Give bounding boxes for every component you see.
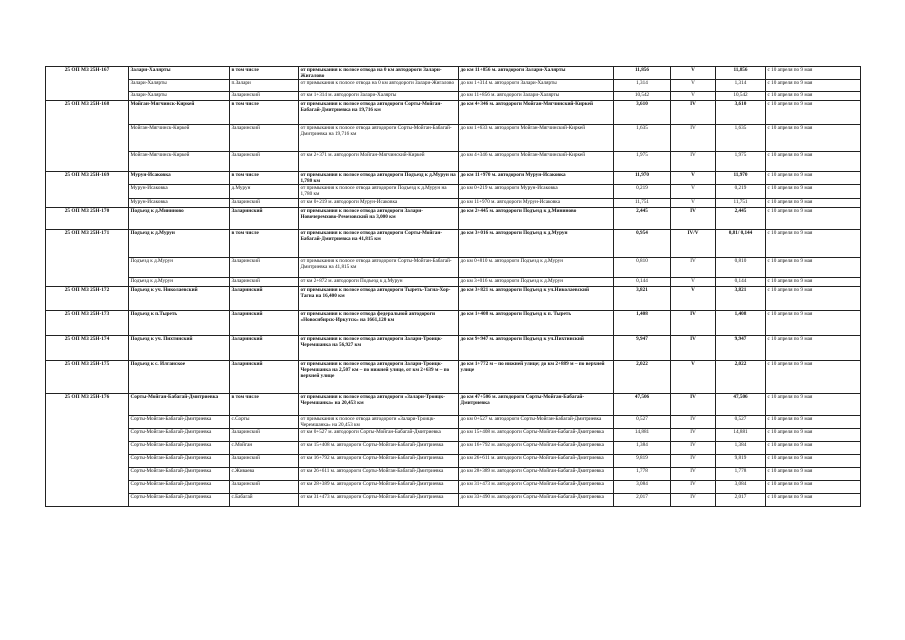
locality-cell: Заларинский xyxy=(230,152,299,172)
road-name-cell: Сорты-Мойган-Бабагай-Дмитриевка xyxy=(129,480,230,493)
road-name-cell: Подъезд к д.Мининово xyxy=(129,207,230,229)
road-category-cell: IV xyxy=(671,335,716,360)
end-point-cell: до км 16+792 м. автодороги Сорты-Мойган-Бабагай-Дмитриевка xyxy=(459,441,614,454)
end-point-cell: до км 26+611 м. автодороги Сорты-Мойган-Бабагай-Дмитриевка xyxy=(459,454,614,467)
end-point-cell: до км 1+314 м. автодороги Залари-Халярты xyxy=(459,80,614,92)
category-length-cell: 3,821 xyxy=(716,286,766,310)
road-code-cell: 25 ОП МЗ 25Н-170 xyxy=(46,207,129,229)
road-name-cell: Мойган-Мягчинск-Киркей xyxy=(129,125,230,152)
road-category-cell: IV xyxy=(671,467,716,480)
road-name-cell: Мурун-Исаковка xyxy=(129,198,230,207)
length-km-cell: 2,022 xyxy=(614,360,671,393)
table-row xyxy=(46,360,861,393)
start-point-cell: от примыкания к полосе отвода автодороги «Залари-Троицк-Черемшанка» на 20,453 км xyxy=(299,393,459,415)
road-code-cell: 25 ОП МЗ 25Н-169 xyxy=(46,172,129,207)
start-point-cell: от примыкания к полосе отвода автодороги Залари-Троицк-Черемшанка на 56,927 км xyxy=(299,335,459,360)
length-km-cell: 1,975 xyxy=(614,152,671,172)
length-km-cell: 1,408 xyxy=(614,310,671,335)
restriction-period-cell: с 10 апреля по 9 мая xyxy=(766,257,861,277)
end-point-cell: до км 47+506 м. автодороги Сорты-Мойган-Бабагай-Дмитриевка xyxy=(459,393,614,415)
restriction-period-cell: с 10 апреля по 9 мая xyxy=(766,185,861,198)
road-name-cell: Мойган-Мягчинск-Киркей xyxy=(129,152,230,172)
restriction-period-cell: с 10 апреля по 9 мая xyxy=(766,360,861,393)
length-km-cell: 0,954 xyxy=(614,229,671,257)
length-km-cell: 11,970 xyxy=(614,172,671,185)
roads-table xyxy=(45,66,861,507)
road-category-cell: IV xyxy=(671,152,716,172)
start-point-cell: от км 1+314 м. автодороги Залари-Халярты xyxy=(299,92,459,101)
category-length-cell: 9,819 xyxy=(716,454,766,467)
road-name-cell: Подъезд к уч. Пихтинский xyxy=(129,335,230,360)
start-point-cell: от км 16+792 м. автодороги Сорты-Мойган-Бабагай-Дмитриевка xyxy=(299,454,459,467)
road-category-cell: IV xyxy=(671,207,716,229)
end-point-cell: до км 1+772 м – по нижней улице; до км 2+889 м – по верхней улице xyxy=(459,360,614,393)
end-point-cell: до км 33+490 м. автодороги Сорты-Мойган-Бабагай-Дмитриевка xyxy=(459,493,614,506)
road-category-cell: IV xyxy=(671,125,716,152)
road-category-cell: V xyxy=(671,172,716,185)
restriction-period-cell: с 10 апреля по 9 мая xyxy=(766,67,861,80)
table-row xyxy=(46,185,861,198)
restriction-period-cell: с 10 апреля по 9 мая xyxy=(766,92,861,101)
start-point-cell: от примыкания к полосе отвода автодороги Сорты-Мойган-Бабагай-Дмитриевка на 41,815 км xyxy=(299,257,459,277)
road-name-cell: Сорты-Мойган-Бабагай-Дмитриевка xyxy=(129,467,230,480)
locality-cell: п.Залари xyxy=(230,80,299,92)
roads-table-body xyxy=(46,67,861,507)
start-point-cell: от примыкания к полосе отвода автодороги Подъезд к д.Мурун на 1,780 км xyxy=(299,172,459,185)
road-name-cell: Подъезд к д.Мурун xyxy=(129,257,230,277)
length-km-cell: 1,635 xyxy=(614,125,671,152)
restriction-period-cell: с 10 апреля по 9 мая xyxy=(766,335,861,360)
category-length-cell: 10,542 xyxy=(716,92,766,101)
end-point-cell: до км 11+970 м. автодороги Мурун-Исаковка xyxy=(459,198,614,207)
end-point-cell: до км 1+633 м. автодороги Мойган-Мягчинский-Киркей xyxy=(459,125,614,152)
locality-cell: в том числе xyxy=(230,101,299,125)
category-length-cell: 1,975 xyxy=(716,152,766,172)
road-name-cell: Сорты-Мойган-Бабагай-Дмитриевка xyxy=(129,415,230,428)
road-category-cell: V xyxy=(671,80,716,92)
restriction-period-cell: с 10 апреля по 9 мая xyxy=(766,393,861,415)
length-km-cell: 47,506 xyxy=(614,393,671,415)
start-point-cell: от примыкания к полосе отвода автодороги «Залари-Троицк-Черемшанка» на 20,453 км xyxy=(299,415,459,428)
start-point-cell: от км 28+389 м. автодороги Сорты-Мойган-Бабагай-Дмитриевка xyxy=(299,480,459,493)
length-km-cell: 0,527 xyxy=(614,415,671,428)
start-point-cell: от км 26+611 м. автодороги Сорты-Мойган-Бабагай-Дмитриевка xyxy=(299,467,459,480)
locality-cell: в том числе xyxy=(230,172,299,185)
table-row xyxy=(46,441,861,454)
restriction-period-cell: с 10 апреля по 9 мая xyxy=(766,198,861,207)
table-row xyxy=(46,415,861,428)
table-row xyxy=(46,277,861,286)
road-category-cell: IV xyxy=(671,480,716,493)
locality-cell: Заларинский xyxy=(230,480,299,493)
road-code-cell: 25 ОП МЗ 25Н-167 xyxy=(46,67,129,101)
restriction-period-cell: с 10 апреля по 9 мая xyxy=(766,152,861,172)
road-category-cell: IV xyxy=(671,441,716,454)
table-row xyxy=(46,198,861,207)
length-km-cell: 1,384 xyxy=(614,441,671,454)
road-category-cell: V xyxy=(671,277,716,286)
length-km-cell: 9,819 xyxy=(614,454,671,467)
restriction-period-cell: с 10 апреля по 9 мая xyxy=(766,80,861,92)
end-point-cell: до км 1+408 м. автодороги Подъезд к п. Тыреть xyxy=(459,310,614,335)
road-category-cell: V xyxy=(671,198,716,207)
length-km-cell: 3,610 xyxy=(614,101,671,125)
road-name-cell: Сорты-Мойган-Бабагай-Дмитриевка xyxy=(129,393,230,415)
end-point-cell: до км 3+016 м. автодороги Подъезд к д.Мурун xyxy=(459,277,614,286)
road-name-cell: Залари-Халярты xyxy=(129,92,230,101)
start-point-cell: от примыкания к полосе отвода автодороги Тыреть-Тагна-Хор-Тагна на 16,400 км xyxy=(299,286,459,310)
road-name-cell: Мойган-Мягчинск-Киркей xyxy=(129,101,230,125)
end-point-cell: до км 3+016 м. автодороги Подъезд к д.Мурун xyxy=(459,229,614,257)
start-point-cell: от примыкания к полосе отвода на 0 км автодороги Залари-Жигалово xyxy=(299,80,459,92)
start-point-cell: от км 2+371 м. автодороги Мойган-Мягчинский-Киркей xyxy=(299,152,459,172)
locality-cell: Заларинский xyxy=(230,335,299,360)
end-point-cell: до км 15+408 м. автодороги Сорты-Мойган-Бабагай-Дмитриевка xyxy=(459,428,614,441)
road-category-cell: V xyxy=(671,92,716,101)
length-km-cell: 1,314 xyxy=(614,80,671,92)
start-point-cell: от примыкания к полосе отвода на 0 км автодороги Залари-Жигалово xyxy=(299,67,459,80)
table-row xyxy=(46,125,861,152)
table-row xyxy=(46,454,861,467)
length-km-cell: 14,881 xyxy=(614,428,671,441)
category-length-cell: 0,81/ 0,144 xyxy=(716,229,766,257)
restriction-period-cell: с 10 апреля по 9 мая xyxy=(766,415,861,428)
table-row xyxy=(46,335,861,360)
restriction-period-cell: с 10 апреля по 9 мая xyxy=(766,310,861,335)
category-length-cell: 1,778 xyxy=(716,467,766,480)
road-name-cell: Подъезд к п.Тыреть xyxy=(129,310,230,335)
length-km-cell: 11,751 xyxy=(614,198,671,207)
length-km-cell: 11,856 xyxy=(614,67,671,80)
table-row xyxy=(46,493,861,506)
table-row xyxy=(46,67,861,80)
end-point-cell: до км 11+856 м. автодороги Залари-Халярты xyxy=(459,92,614,101)
table-row xyxy=(46,286,861,310)
end-point-cell: до км 11+970 м. автодороги Мурун-Исаковка xyxy=(459,172,614,185)
road-category-cell: IV xyxy=(671,393,716,415)
length-km-cell: 2,445 xyxy=(614,207,671,229)
table-row xyxy=(46,229,861,257)
category-length-cell: 0,810 xyxy=(716,257,766,277)
locality-cell: Заларинский xyxy=(230,277,299,286)
restriction-period-cell: с 10 апреля по 9 мая xyxy=(766,480,861,493)
length-km-cell: 0,810 xyxy=(614,257,671,277)
locality-cell: Заларинский xyxy=(230,310,299,335)
locality-cell: Заларинский xyxy=(230,207,299,229)
start-point-cell: от примыкания к полосе отвода автодороги Подъезд к д.Мурун на 1,780 км xyxy=(299,185,459,198)
table-row xyxy=(46,207,861,229)
locality-cell: Заларинский xyxy=(230,198,299,207)
table-row xyxy=(46,80,861,92)
restriction-period-cell: с 10 апреля по 9 мая xyxy=(766,467,861,480)
length-km-cell: 0,219 xyxy=(614,185,671,198)
end-point-cell: до км 31+473 м. автодороги Сорты-Мойган-Бабагай-Дмитриевка xyxy=(459,480,614,493)
table-row xyxy=(46,257,861,277)
road-code-cell: 25 ОП МЗ 25Н-168 xyxy=(46,101,129,172)
end-point-cell: до км 11+856 м. автодороги Залари-Халярты xyxy=(459,67,614,80)
locality-cell: с.Живаева xyxy=(230,467,299,480)
end-point-cell: до км 4+346 м. автодороги Мойган-Мягчинский-Киркей xyxy=(459,152,614,172)
locality-cell: Заларинский xyxy=(230,360,299,393)
road-name-cell: Сорты-Мойган-Бабагай-Дмитриевка xyxy=(129,454,230,467)
end-point-cell: до км 2+445 м. автодороги Подъезд к д.Мининово xyxy=(459,207,614,229)
road-name-cell: Залари-Халярты xyxy=(129,80,230,92)
category-length-cell: 1,408 xyxy=(716,310,766,335)
restriction-period-cell: с 10 апреля по 9 мая xyxy=(766,125,861,152)
table-row xyxy=(46,172,861,185)
road-name-cell: Подъезд к с. Илганское xyxy=(129,360,230,393)
road-code-cell: 25 ОП МЗ 25Н-171 xyxy=(46,229,129,286)
length-km-cell: 0,144 xyxy=(614,277,671,286)
length-km-cell: 3,821 xyxy=(614,286,671,310)
restriction-period-cell: с 10 апреля по 9 мая xyxy=(766,229,861,257)
category-length-cell: 9,947 xyxy=(716,335,766,360)
restriction-period-cell: с 10 апреля по 9 мая xyxy=(766,454,861,467)
end-point-cell: до км 3+821 м. автодороги Подъезд к уч.Николаевский xyxy=(459,286,614,310)
restriction-period-cell: с 10 апреля по 9 мая xyxy=(766,441,861,454)
table-row xyxy=(46,480,861,493)
road-category-cell: V xyxy=(671,67,716,80)
category-length-cell: 1,384 xyxy=(716,441,766,454)
category-length-cell: 14,881 xyxy=(716,428,766,441)
category-length-cell: 11,970 xyxy=(716,172,766,185)
locality-cell: в том числе xyxy=(230,67,299,80)
table-row xyxy=(46,101,861,125)
category-length-cell: 0,527 xyxy=(716,415,766,428)
locality-cell: Заларинский xyxy=(230,286,299,310)
road-name-cell: Сорты-Мойган-Бабагай-Дмитриевка xyxy=(129,493,230,506)
table-row xyxy=(46,152,861,172)
locality-cell: в том числе xyxy=(230,393,299,415)
start-point-cell: от км 15+408 м. автодороги Сорты-Мойган-Бабагай-Дмитриевка xyxy=(299,441,459,454)
road-name-cell: Подъезд к уч. Николаевский xyxy=(129,286,230,310)
road-name-cell: Залари-Халярты xyxy=(129,67,230,80)
end-point-cell: до км 0+527 м. автодороги Сорты-Мойган-Бабагай-Дмитриевка xyxy=(459,415,614,428)
locality-cell: с.Бабагай xyxy=(230,493,299,506)
start-point-cell: от примыкания к полосе отвода автодороги Сорты-Мойган-Бабагай-Дмитриевка на 41,815 км xyxy=(299,229,459,257)
table-row xyxy=(46,92,861,101)
road-category-cell: IV xyxy=(671,310,716,335)
road-name-cell: Мурун-Исаковка xyxy=(129,185,230,198)
road-code-cell: 25 ОП МЗ 25Н-173 xyxy=(46,310,129,335)
restriction-period-cell: с 10 апреля по 9 мая xyxy=(766,286,861,310)
category-length-cell: 3,084 xyxy=(716,480,766,493)
start-point-cell: от км 31+473 м. автодороги Сорты-Мойган-Бабагай-Дмитриевка xyxy=(299,493,459,506)
start-point-cell: от км 2+872 м. автодороги Подъезд к д.Мурун xyxy=(299,277,459,286)
locality-cell: Заларинский xyxy=(230,454,299,467)
length-km-cell: 1,778 xyxy=(614,467,671,480)
category-length-cell: 1,314 xyxy=(716,80,766,92)
end-point-cell: до км 4+346 м. автодороги Мойган-Мягчинский-Киркей xyxy=(459,101,614,125)
table-row xyxy=(46,467,861,480)
locality-cell: с.Сорты xyxy=(230,415,299,428)
road-code-cell: 25 ОП МЗ 25Н-174 xyxy=(46,335,129,360)
start-point-cell: от примыкания к полосе отвода федеральной автодороги «Новосибирск-Иркутск» на 1661,120 км xyxy=(299,310,459,335)
start-point-cell: от км 0+219 м. автодороги Мурун-Исаковка xyxy=(299,198,459,207)
road-category-cell: IV xyxy=(671,428,716,441)
road-category-cell: V xyxy=(671,185,716,198)
length-km-cell: 10,542 xyxy=(614,92,671,101)
table-row xyxy=(46,310,861,335)
road-category-cell: IV xyxy=(671,101,716,125)
locality-cell: Заларинский xyxy=(230,257,299,277)
locality-cell: Заларинский xyxy=(230,428,299,441)
table-row xyxy=(46,428,861,441)
restriction-period-cell: с 10 апреля по 9 мая xyxy=(766,277,861,286)
road-category-cell: IV xyxy=(671,415,716,428)
start-point-cell: от примыкания к полосе отвода автодороги Сорты-Мойган-Бабагай-Дмитриевка на 19,716 км xyxy=(299,125,459,152)
locality-cell: д.Мурун xyxy=(230,185,299,198)
length-km-cell: 3,084 xyxy=(614,480,671,493)
start-point-cell: от примыкания к полосе отвода автодороги Залари-Новочеремхово-Ремезовский на 3,000 км xyxy=(299,207,459,229)
category-length-cell: 3,610 xyxy=(716,101,766,125)
category-length-cell: 11,751 xyxy=(716,198,766,207)
restriction-period-cell: с 10 апреля по 9 мая xyxy=(766,207,861,229)
table-row xyxy=(46,393,861,415)
end-point-cell: до км 28+389 м. автодороги Сорты-Мойган-Бабагай-Дмитриевка xyxy=(459,467,614,480)
category-length-cell: 2,445 xyxy=(716,207,766,229)
road-name-cell: Сорты-Мойган-Бабагай-Дмитриевка xyxy=(129,441,230,454)
category-length-cell: 1,635 xyxy=(716,125,766,152)
restriction-period-cell: с 10 апреля по 9 мая xyxy=(766,172,861,185)
category-length-cell: 2,017 xyxy=(716,493,766,506)
road-category-cell: V xyxy=(671,286,716,310)
locality-cell: с.Мойган xyxy=(230,441,299,454)
category-length-cell: 2,022 xyxy=(716,360,766,393)
locality-cell: в том числе xyxy=(230,229,299,257)
end-point-cell: до км 0+810 м. автодороги Подъезд к д.Мурун xyxy=(459,257,614,277)
road-name-cell: Сорты-Мойган-Бабагай-Дмитриевка xyxy=(129,428,230,441)
length-km-cell: 9,947 xyxy=(614,335,671,360)
road-name-cell: Подъезд к д.Мурун xyxy=(129,229,230,257)
road-code-cell: 25 ОП МЗ 25Н-175 xyxy=(46,360,129,393)
restriction-period-cell: с 10 апреля по 9 мая xyxy=(766,101,861,125)
restriction-period-cell: с 10 апреля по 9 мая xyxy=(766,428,861,441)
start-point-cell: от примыкания к полосе отвода автодороги Сорты-Мойган-Бабагай-Дмитриевка на 19,716 км xyxy=(299,101,459,125)
locality-cell: Заларинский xyxy=(230,92,299,101)
category-length-cell: 11,856 xyxy=(716,67,766,80)
road-code-cell: 25 ОП МЗ 25Н-176 xyxy=(46,393,129,506)
restriction-period-cell: с 10 апреля по 9 мая xyxy=(766,493,861,506)
road-category-cell: IV xyxy=(671,454,716,467)
road-name-cell: Мурун-Исаковка xyxy=(129,172,230,185)
category-length-cell: 47,506 xyxy=(716,393,766,415)
road-name-cell: Подъезд к д.Мурун xyxy=(129,277,230,286)
start-point-cell: от км 0+527 м. автодороги Сорты-Мойган-Бабагай-Дмитриевка xyxy=(299,428,459,441)
start-point-cell: от примыкания к полосе отвода автодороги Залари-Троицк-Черемшанка на 2,507 км – по нижней улице, от км 2+639 м – по верхней улице xyxy=(299,360,459,393)
road-category-cell: V xyxy=(671,360,716,393)
locality-cell: Заларинский xyxy=(230,125,299,152)
end-point-cell: до км 0+219 м. автодороги Мурун-Исаковка xyxy=(459,185,614,198)
end-point-cell: до км 9+947 м. автодороги Подъезд к уч.Пихтинский xyxy=(459,335,614,360)
road-category-cell: IV xyxy=(671,257,716,277)
road-code-cell: 25 ОП МЗ 25Н-172 xyxy=(46,286,129,310)
category-length-cell: 0,144 xyxy=(716,277,766,286)
category-length-cell: 0,219 xyxy=(716,185,766,198)
road-category-cell: IV/V xyxy=(671,229,716,257)
road-category-cell: IV xyxy=(671,493,716,506)
length-km-cell: 2,017 xyxy=(614,493,671,506)
